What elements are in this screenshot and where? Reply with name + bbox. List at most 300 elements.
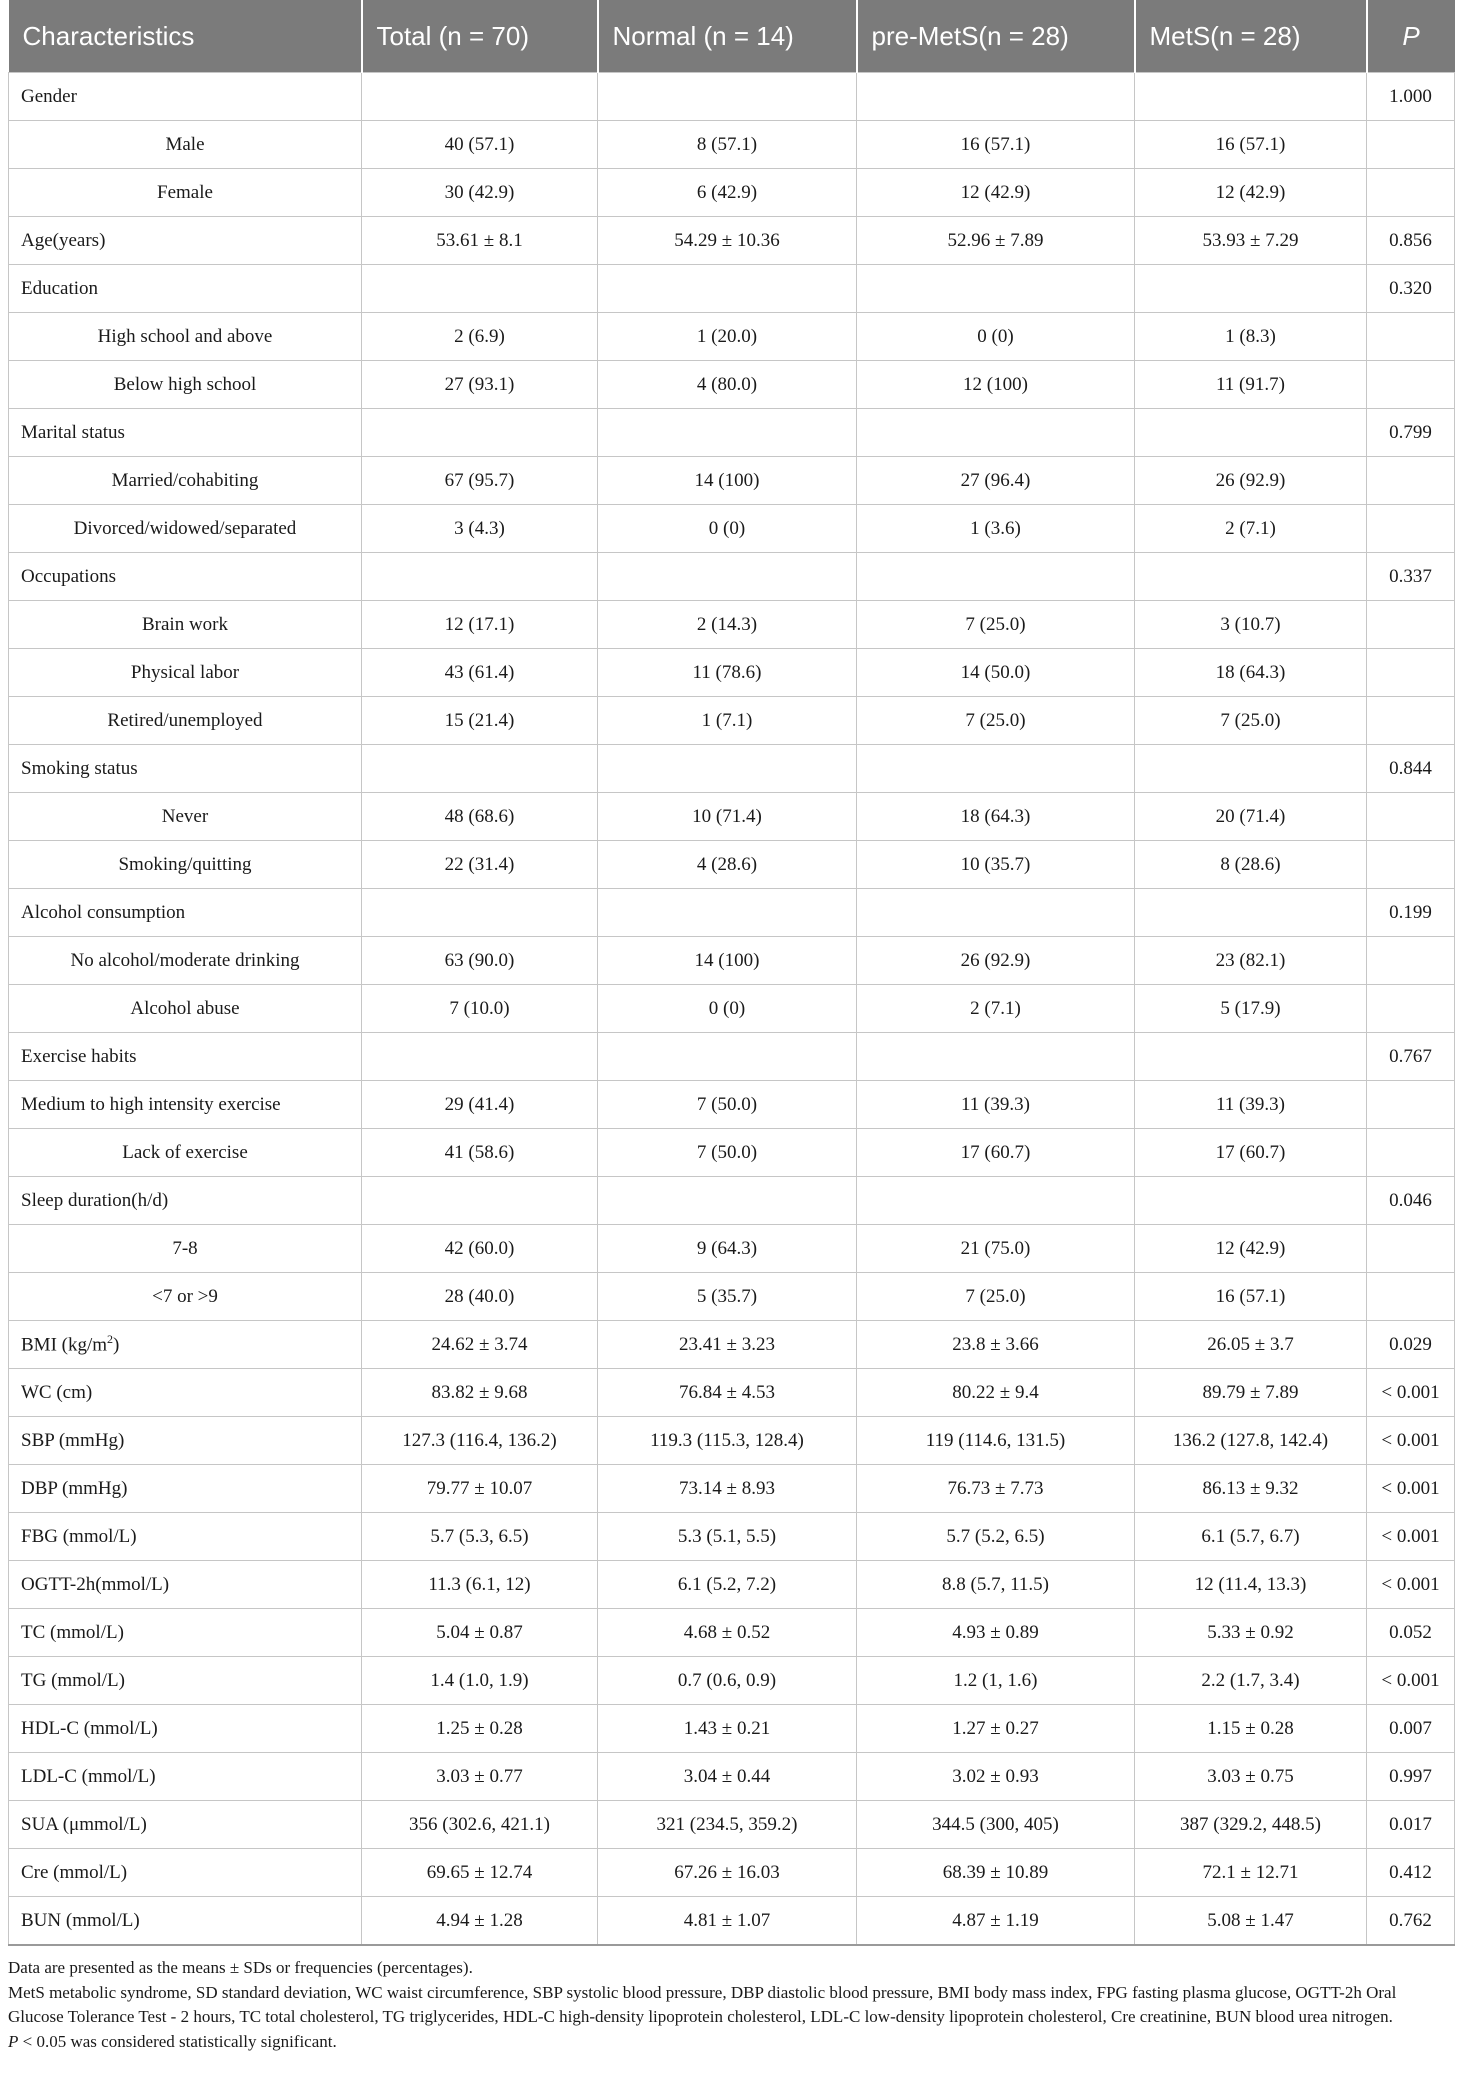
row-label-text: Occupations [21,565,116,587]
cell-normal: 7 (50.0) [598,1081,857,1129]
table-row [9,1321,1455,1369]
row-label [9,265,362,313]
cell-pre-mets: 10 (35.7) [857,841,1135,889]
row-label [9,1273,362,1321]
cell-pre-mets [857,889,1135,937]
row-label-text: OGTT-2h(mmol/L) [21,1573,170,1595]
table-row [9,841,1455,889]
cell-total: 1.4 (1.0, 1.9) [362,1657,598,1705]
table-row [9,889,1455,937]
table-row [9,697,1455,745]
cell-pre-mets [857,553,1135,601]
cell-p-value [1367,121,1455,169]
cell-total: 5.7 (5.3, 6.5) [362,1513,598,1561]
cell-normal [598,745,857,793]
cell-pre-mets: 26 (92.9) [857,937,1135,985]
table-row [9,1561,1455,1609]
cell-total: 29 (41.4) [362,1081,598,1129]
table-row [9,1129,1455,1177]
cell-mets: 11 (39.3) [1135,1081,1367,1129]
cell-pre-mets: 11 (39.3) [857,1081,1135,1129]
cell-normal: 2 (14.3) [598,601,857,649]
row-label [9,217,362,265]
row-label [9,169,362,217]
row-label-text: Marital status [21,421,125,443]
cell-total [362,1177,598,1225]
row-label [9,361,362,409]
row-label [9,505,362,553]
cell-mets: 5.33 ± 0.92 [1135,1609,1367,1657]
cell-mets: 1.15 ± 0.28 [1135,1705,1367,1753]
cell-p-value [1367,1225,1455,1273]
cell-mets [1135,409,1367,457]
cell-pre-mets: 3.02 ± 0.93 [857,1753,1135,1801]
row-label [9,1177,362,1225]
cell-p-value: 0.767 [1367,1033,1455,1081]
cell-mets: 6.1 (5.7, 6.7) [1135,1513,1367,1561]
row-label [9,1225,362,1273]
footnote-significance [8,2030,1454,2055]
cell-normal: 4 (28.6) [598,841,857,889]
cell-mets [1135,553,1367,601]
cell-p-value: 0.029 [1367,1321,1455,1369]
row-label-text: TC (mmol/L) [21,1621,124,1643]
row-label [9,1561,362,1609]
cell-normal: 4.68 ± 0.52 [598,1609,857,1657]
cell-normal: 0 (0) [598,505,857,553]
cell-total [362,889,598,937]
cell-normal: 54.29 ± 10.36 [598,217,857,265]
row-label [9,553,362,601]
cell-pre-mets: 7 (25.0) [857,601,1135,649]
cell-total: 2 (6.9) [362,313,598,361]
cell-p-value [1367,1081,1455,1129]
cell-p-value [1367,937,1455,985]
table-row [9,1801,1455,1849]
row-label [9,1417,362,1465]
cell-normal: 14 (100) [598,937,857,985]
table-row [9,1657,1455,1705]
cell-total: 24.62 ± 3.74 [362,1321,598,1369]
cell-p-value: < 0.001 [1367,1657,1455,1705]
table-row [9,937,1455,985]
table-body [9,73,1455,1946]
row-label [9,1657,362,1705]
cell-p-value: 0.337 [1367,553,1455,601]
row-label-text: No alcohol/moderate drinking [70,949,300,971]
cell-normal: 73.14 ± 8.93 [598,1465,857,1513]
cell-p-value: < 0.001 [1367,1465,1455,1513]
table-footnotes [8,1956,1454,2054]
footnote-data-format: Data are presented as the means ± SDs or frequencies (percentages). [8,1958,473,1977]
cell-p-value [1367,169,1455,217]
cell-mets: 12 (11.4, 13.3) [1135,1561,1367,1609]
table-row [9,1609,1455,1657]
cell-p-value [1367,793,1455,841]
cell-mets: 2 (7.1) [1135,505,1367,553]
cell-pre-mets [857,745,1135,793]
cell-normal: 8 (57.1) [598,121,857,169]
cell-pre-mets: 7 (25.0) [857,1273,1135,1321]
table-row [9,73,1455,121]
cell-p-value [1367,985,1455,1033]
cell-total: 30 (42.9) [362,169,598,217]
cell-p-value [1367,649,1455,697]
cell-total: 27 (93.1) [362,361,598,409]
row-label [9,1129,362,1177]
cell-total: 15 (21.4) [362,697,598,745]
cell-normal: 76.84 ± 4.53 [598,1369,857,1417]
footnote-p-symbol: P [8,2031,19,2051]
cell-total [362,73,598,121]
table-row [9,505,1455,553]
cell-normal: 6 (42.9) [598,169,857,217]
cell-normal: 1 (20.0) [598,313,857,361]
cell-p-value: 0.799 [1367,409,1455,457]
table-row [9,217,1455,265]
cell-pre-mets: 23.8 ± 3.66 [857,1321,1135,1369]
table-row [9,1273,1455,1321]
cell-total [362,745,598,793]
cell-total: 7 (10.0) [362,985,598,1033]
cell-p-value: 0.412 [1367,1849,1455,1897]
cell-total: 12 (17.1) [362,601,598,649]
table-row [9,121,1455,169]
cell-p-value [1367,361,1455,409]
table-row [9,649,1455,697]
cell-mets: 12 (42.9) [1135,169,1367,217]
cell-pre-mets: 80.22 ± 9.4 [857,1369,1135,1417]
cell-p-value [1367,697,1455,745]
row-label-text: High school and above [97,325,273,347]
cell-mets: 136.2 (127.8, 142.4) [1135,1417,1367,1465]
row-label [9,1081,362,1129]
cell-total: 42 (60.0) [362,1225,598,1273]
table-row [9,1465,1455,1513]
row-label [9,409,362,457]
table-container [8,0,1454,2054]
row-label-text: DBP (mmHg) [21,1477,128,1499]
cell-mets: 20 (71.4) [1135,793,1367,841]
cell-pre-mets: 5.7 (5.2, 6.5) [857,1513,1135,1561]
cell-mets: 11 (91.7) [1135,361,1367,409]
cell-pre-mets: 14 (50.0) [857,649,1135,697]
row-label-text: Smoking/quitting [118,853,252,875]
row-label-text: Gender [21,85,77,107]
cell-pre-mets [857,1033,1135,1081]
table-row [9,1033,1455,1081]
cell-p-value [1367,313,1455,361]
cell-normal [598,265,857,313]
row-label [9,1897,362,1946]
cell-mets: 5 (17.9) [1135,985,1367,1033]
row-label [9,313,362,361]
table-row [9,1513,1455,1561]
row-label-text: Medium to high intensity exercise [21,1093,281,1115]
cell-p-value: 1.000 [1367,73,1455,121]
row-label-text: Physical labor [130,661,240,683]
cell-p-value: < 0.001 [1367,1417,1455,1465]
header-pre-mets: pre-MetS(n = 28) [857,0,1135,73]
cell-mets [1135,73,1367,121]
row-label-text: 7-8 [172,1237,198,1259]
cell-pre-mets: 21 (75.0) [857,1225,1135,1273]
row-label [9,889,362,937]
table-row [9,1705,1455,1753]
cell-p-value: 0.320 [1367,265,1455,313]
cell-pre-mets: 16 (57.1) [857,121,1135,169]
row-label-text: Cre (mmol/L) [21,1861,128,1883]
cell-pre-mets: 1.2 (1, 1.6) [857,1657,1135,1705]
table-row [9,1177,1455,1225]
header-characteristics: Characteristics [9,0,362,73]
cell-mets [1135,745,1367,793]
cell-mets: 3.03 ± 0.75 [1135,1753,1367,1801]
row-label-text: Exercise habits [21,1045,137,1067]
row-label-text: Below high school [113,373,257,395]
cell-normal: 119.3 (115.3, 128.4) [598,1417,857,1465]
row-label [9,1513,362,1561]
cell-p-value: < 0.001 [1367,1369,1455,1417]
cell-total: 4.94 ± 1.28 [362,1897,598,1946]
cell-total: 53.61 ± 8.1 [362,217,598,265]
table-row [9,1081,1455,1129]
cell-mets [1135,889,1367,937]
cell-mets: 3 (10.7) [1135,601,1367,649]
cell-normal [598,1033,857,1081]
cell-mets: 23 (82.1) [1135,937,1367,985]
row-label [9,1321,362,1369]
cell-normal: 5 (35.7) [598,1273,857,1321]
cell-total [362,553,598,601]
cell-pre-mets: 7 (25.0) [857,697,1135,745]
cell-pre-mets [857,409,1135,457]
cell-normal: 67.26 ± 16.03 [598,1849,857,1897]
cell-normal: 23.41 ± 3.23 [598,1321,857,1369]
cell-mets: 86.13 ± 9.32 [1135,1465,1367,1513]
row-label [9,745,362,793]
cell-total: 28 (40.0) [362,1273,598,1321]
cell-pre-mets: 18 (64.3) [857,793,1135,841]
row-label [9,649,362,697]
row-label [9,457,362,505]
row-label [9,601,362,649]
cell-pre-mets: 12 (100) [857,361,1135,409]
cell-pre-mets: 119 (114.6, 131.5) [857,1417,1135,1465]
table-row [9,1897,1455,1946]
row-label-text: Lack of exercise [122,1141,248,1163]
cell-normal: 7 (50.0) [598,1129,857,1177]
table-row [9,265,1455,313]
row-label-text: SUA (μmmol/L) [21,1813,147,1835]
cell-normal [598,553,857,601]
table-row [9,1225,1455,1273]
cell-normal: 14 (100) [598,457,857,505]
cell-pre-mets [857,1177,1135,1225]
cell-mets: 53.93 ± 7.29 [1135,217,1367,265]
table-row [9,985,1455,1033]
cell-pre-mets: 2 (7.1) [857,985,1135,1033]
row-label-text: Age(years) [21,229,106,251]
cell-p-value [1367,457,1455,505]
footnote-significance-text: < 0.05 was considered statistically significant. [18,2031,337,2051]
cell-total: 3 (4.3) [362,505,598,553]
row-label-text: <7 or >9 [152,1285,218,1307]
cell-mets [1135,1033,1367,1081]
table-row [9,409,1455,457]
row-label [9,1369,362,1417]
cell-normal: 1 (7.1) [598,697,857,745]
table-row [9,1369,1455,1417]
cell-total: 83.82 ± 9.68 [362,1369,598,1417]
cell-p-value: < 0.001 [1367,1561,1455,1609]
row-label-text: SBP (mmHg) [21,1429,125,1451]
cell-pre-mets [857,265,1135,313]
cell-total: 41 (58.6) [362,1129,598,1177]
cell-mets: 12 (42.9) [1135,1225,1367,1273]
table-row [9,1753,1455,1801]
row-label [9,1753,362,1801]
cell-pre-mets: 0 (0) [857,313,1135,361]
table-header-row [9,0,1455,73]
cell-normal [598,1177,857,1225]
cell-total: 5.04 ± 0.87 [362,1609,598,1657]
cell-mets [1135,1177,1367,1225]
cell-pre-mets: 4.93 ± 0.89 [857,1609,1135,1657]
row-label-text: Smoking status [21,757,138,779]
row-label [9,793,362,841]
row-label-text: Sleep duration(h/d) [21,1189,169,1211]
cell-normal: 0.7 (0.6, 0.9) [598,1657,857,1705]
row-label-text: TG (mmol/L) [21,1669,125,1691]
cell-total [362,1033,598,1081]
cell-pre-mets: 17 (60.7) [857,1129,1135,1177]
table-row [9,793,1455,841]
row-label-text: FBG (mmol/L) [21,1525,137,1547]
row-label-superscript: 2 [107,1332,114,1347]
cell-total: 356 (302.6, 421.1) [362,1801,598,1849]
cell-mets: 5.08 ± 1.47 [1135,1897,1367,1946]
cell-p-value: 0.199 [1367,889,1455,937]
cell-pre-mets: 12 (42.9) [857,169,1135,217]
row-label [9,841,362,889]
cell-mets: 387 (329.2, 448.5) [1135,1801,1367,1849]
row-label [9,985,362,1033]
cell-total: 11.3 (6.1, 12) [362,1561,598,1609]
cell-pre-mets: 52.96 ± 7.89 [857,217,1135,265]
row-label [9,1801,362,1849]
cell-pre-mets: 1.27 ± 0.27 [857,1705,1135,1753]
cell-mets: 26 (92.9) [1135,457,1367,505]
table-row [9,1417,1455,1465]
cell-mets: 16 (57.1) [1135,1273,1367,1321]
cell-total: 3.03 ± 0.77 [362,1753,598,1801]
cell-pre-mets: 4.87 ± 1.19 [857,1897,1135,1946]
cell-mets: 16 (57.1) [1135,121,1367,169]
cell-normal [598,409,857,457]
cell-normal: 5.3 (5.1, 5.5) [598,1513,857,1561]
cell-p-value [1367,841,1455,889]
characteristics-table [8,0,1455,1946]
row-label [9,1465,362,1513]
cell-mets: 17 (60.7) [1135,1129,1367,1177]
row-label-text: HDL-C (mmol/L) [21,1717,158,1739]
cell-normal: 11 (78.6) [598,649,857,697]
header-p-value: P [1367,0,1455,73]
cell-total: 79.77 ± 10.07 [362,1465,598,1513]
cell-total: 40 (57.1) [362,121,598,169]
cell-p-value: 0.007 [1367,1705,1455,1753]
cell-normal: 0 (0) [598,985,857,1033]
cell-normal: 4.81 ± 1.07 [598,1897,857,1946]
row-label-text: Retired/unemployed [107,709,263,731]
cell-total: 127.3 (116.4, 136.2) [362,1417,598,1465]
cell-normal: 9 (64.3) [598,1225,857,1273]
row-label-text: Divorced/widowed/separated [73,517,297,539]
table-row [9,313,1455,361]
row-label [9,121,362,169]
cell-normal: 321 (234.5, 359.2) [598,1801,857,1849]
cell-pre-mets: 27 (96.4) [857,457,1135,505]
table-row [9,745,1455,793]
cell-normal: 10 (71.4) [598,793,857,841]
table-row [9,169,1455,217]
cell-normal [598,889,857,937]
row-label-text: Male [165,133,205,155]
row-label-text: BUN (mmol/L) [21,1909,140,1931]
cell-mets [1135,265,1367,313]
row-label [9,73,362,121]
cell-mets: 2.2 (1.7, 3.4) [1135,1657,1367,1705]
table-row [9,601,1455,649]
row-label-text: LDL-C (mmol/L) [21,1765,156,1787]
row-label-text: Never [161,805,209,827]
row-label [9,1609,362,1657]
cell-mets: 1 (8.3) [1135,313,1367,361]
row-label [9,697,362,745]
cell-pre-mets: 1 (3.6) [857,505,1135,553]
table-row [9,457,1455,505]
cell-p-value: 0.762 [1367,1897,1455,1946]
cell-p-value [1367,1273,1455,1321]
row-label-text: Alcohol consumption [21,901,186,923]
row-label [9,1849,362,1897]
row-label-text: Education [21,277,99,299]
cell-total: 48 (68.6) [362,793,598,841]
table-row [9,553,1455,601]
cell-p-value: 0.997 [1367,1753,1455,1801]
cell-mets: 26.05 ± 3.7 [1135,1321,1367,1369]
cell-mets: 72.1 ± 12.71 [1135,1849,1367,1897]
header-total: Total (n = 70) [362,0,598,73]
row-label [9,937,362,985]
cell-p-value [1367,1129,1455,1177]
cell-mets: 8 (28.6) [1135,841,1367,889]
cell-p-value: 0.017 [1367,1801,1455,1849]
header-mets: MetS(n = 28) [1135,0,1367,73]
row-label-text: Married/cohabiting [111,469,259,491]
cell-total [362,409,598,457]
cell-mets: 18 (64.3) [1135,649,1367,697]
cell-total: 69.65 ± 12.74 [362,1849,598,1897]
cell-p-value: < 0.001 [1367,1513,1455,1561]
row-label-text: WC (cm) [21,1381,93,1403]
cell-pre-mets: 344.5 (300, 405) [857,1801,1135,1849]
cell-total: 1.25 ± 0.28 [362,1705,598,1753]
cell-normal: 4 (80.0) [598,361,857,409]
row-label-text: Female [157,181,213,203]
cell-mets: 7 (25.0) [1135,697,1367,745]
